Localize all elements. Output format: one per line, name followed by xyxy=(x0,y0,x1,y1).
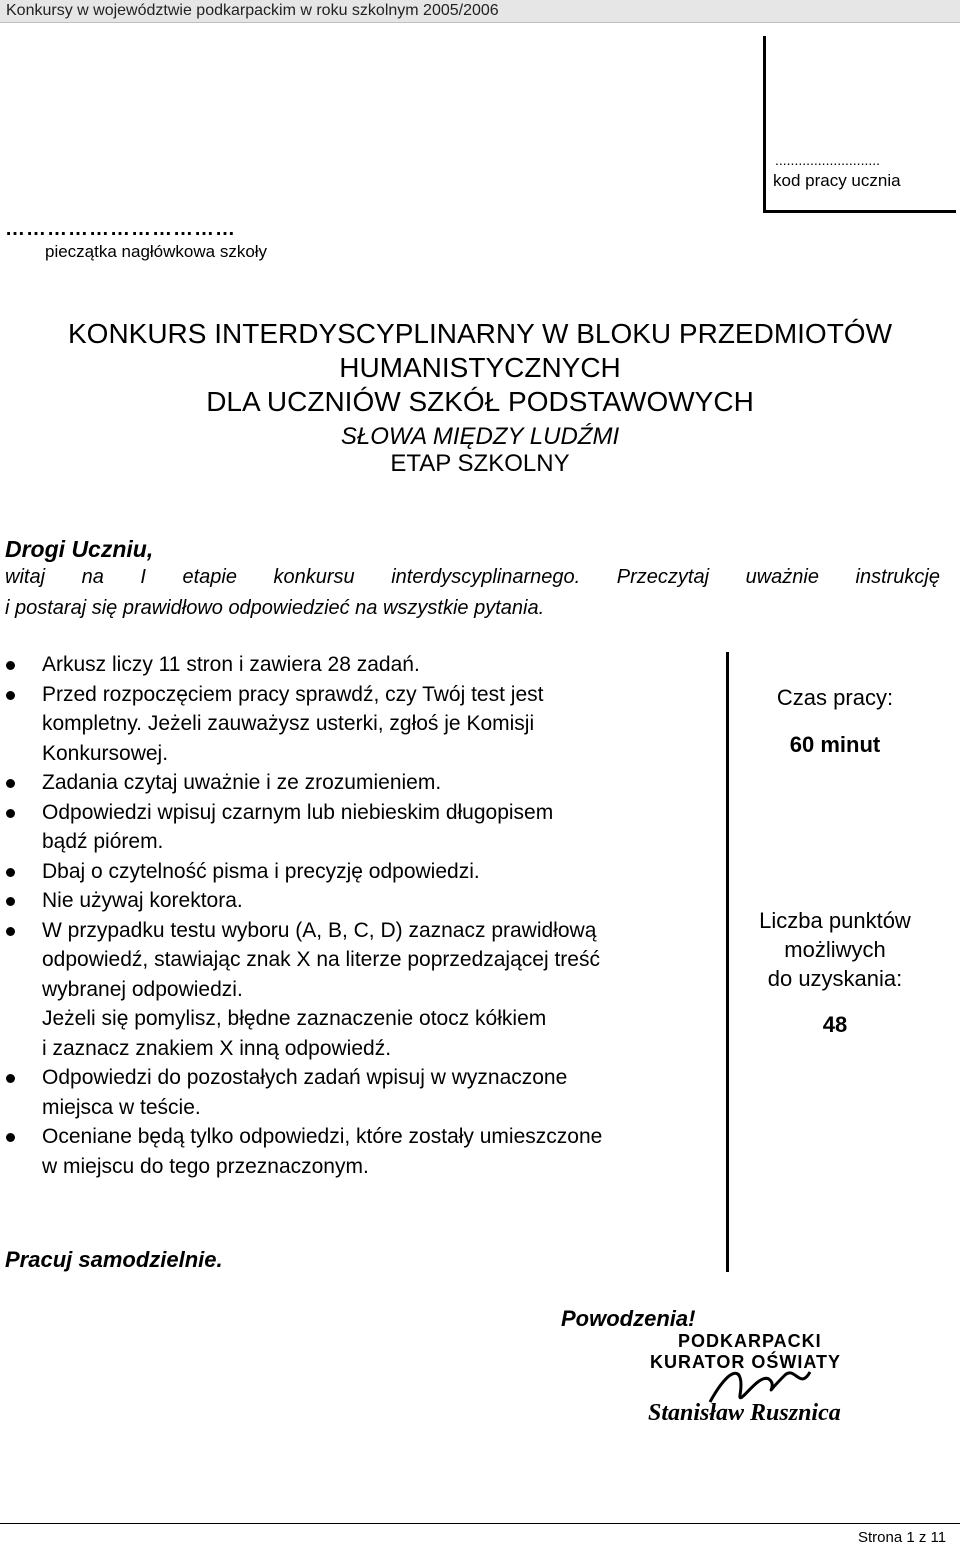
points-label xyxy=(730,906,940,993)
instruction-item xyxy=(0,886,720,916)
instruction-line: Nie używaj korektora. xyxy=(42,889,243,912)
instruction-line: kompletny. Jeżeli zauważysz usterki, zgłoś je Komisji xyxy=(42,712,535,735)
points-label-line-1: Liczba punktów xyxy=(759,908,911,933)
time-label: Czas pracy: xyxy=(776,685,894,710)
student-code-dots: ........................... xyxy=(775,152,881,168)
instruction-line: Jeżeli się pomylisz, błędne zaznaczenie otocz kółkiem xyxy=(42,1007,547,1030)
instruction-line: w miejscu do tego przeznaczonym. xyxy=(42,1154,369,1178)
intro-line-2: i postaraj się prawidłowo odpowiedzieć na wszystkie pytania. xyxy=(5,597,545,619)
official-stamp-line-1: PODKARPACKI xyxy=(678,1331,822,1351)
instruction-line: Zadania czytaj uważnie i ze zrozumieniem. xyxy=(42,771,442,794)
instruction-item xyxy=(0,857,720,887)
work-alone-note: Pracuj samodzielnie. xyxy=(5,1247,223,1272)
bullet-icon xyxy=(6,691,15,700)
instruction-item xyxy=(0,1063,720,1122)
intro-line-1: witaj na I etapie konkursu interdyscyplinarnego. Przeczytaj uważnie instrukcję xyxy=(5,566,940,588)
instruction-line: Odpowiedzi do pozostałych zadań wpisuj w wyznaczone xyxy=(42,1066,568,1089)
greeting: Drogi Uczniu, xyxy=(5,536,154,562)
instruction-item xyxy=(0,798,720,857)
bullet-icon xyxy=(6,661,15,670)
instruction-line: Arkusz liczy 11 stron i zawiera 28 zadań. xyxy=(42,653,420,676)
instruction-item xyxy=(0,768,720,798)
instruction-item xyxy=(0,916,720,1064)
bullet-icon xyxy=(6,779,15,788)
points-value: 48 xyxy=(822,1012,848,1037)
instruction-line: odpowiedź, stawiając znak X na literze poprzedzającej treść xyxy=(42,948,600,971)
page-number: Strona 1 z 11 xyxy=(858,1529,947,1546)
points-label-line-2: możliwych xyxy=(784,937,886,962)
instruction-line: Oceniane będą tylko odpowiedzi, które zostały umieszczone xyxy=(42,1125,603,1148)
time-value: 60 minut xyxy=(789,732,881,757)
instruction-line: miejsca w teście. xyxy=(42,1095,201,1119)
instructions-list xyxy=(0,650,720,1181)
instruction-line: Konkursowej. xyxy=(42,741,169,765)
instruction-line: Przed rozpoczęciem pracy sprawdź, czy Twój test jest xyxy=(42,682,544,706)
document-header-title: Konkursy w województwie podkarpackim w roku szkolnym 2005/2006 xyxy=(6,2,499,19)
contest-theme: SŁOWA MIĘDZY LUDŹMI xyxy=(340,423,620,450)
footer-divider xyxy=(0,1523,960,1524)
bullet-icon xyxy=(6,927,15,936)
contest-title-line-3: DLA UCZNIÓW SZKÓŁ PODSTAWOWYCH xyxy=(206,386,754,417)
column-divider xyxy=(726,652,729,1272)
instruction-line: wybranej odpowiedzi. xyxy=(42,977,243,1001)
instruction-line: W przypadku testu wyboru (A, B, C, D) zaznacz prawidłową xyxy=(42,918,597,942)
points-label-line-3: do uzyskania: xyxy=(767,966,903,991)
school-stamp-label: pieczątka nagłówkowa szkoły xyxy=(45,242,268,261)
bullet-icon xyxy=(6,809,15,818)
instruction-item xyxy=(0,1122,720,1181)
instruction-line: bądź piórem. xyxy=(42,830,164,853)
contest-title-line-1: KONKURS INTERDYSCYPLINARNY W BLOKU PRZEDMIOTÓW xyxy=(67,318,893,349)
school-stamp-dots: …………………………… xyxy=(5,218,236,240)
instruction-line: Dbaj o czytelność pisma i precyzję odpowiedzi. xyxy=(42,859,480,883)
student-code-label: kod pracy ucznia xyxy=(773,171,901,190)
contest-stage: ETAP SZKOLNY xyxy=(390,450,570,477)
contest-title-line-2: HUMANISTYCZNYCH xyxy=(339,352,621,383)
instruction-line: Odpowiedzi wpisuj czarnym lub niebieskim długopisem xyxy=(42,800,554,824)
instruction-item xyxy=(0,650,720,680)
official-stamp-line-2: KURATOR OŚWIATY xyxy=(650,1352,841,1372)
bullet-icon xyxy=(6,897,15,906)
signature: Stanisław Rusznica xyxy=(648,1400,841,1426)
instruction-line: i zaznacz znakiem X inną odpowiedź. xyxy=(42,1036,392,1060)
instruction-item xyxy=(0,680,720,769)
bullet-icon xyxy=(6,868,15,877)
good-luck-note: Powodzenia! xyxy=(561,1306,696,1331)
bullet-icon xyxy=(6,1133,15,1142)
bullet-icon xyxy=(6,1074,15,1083)
